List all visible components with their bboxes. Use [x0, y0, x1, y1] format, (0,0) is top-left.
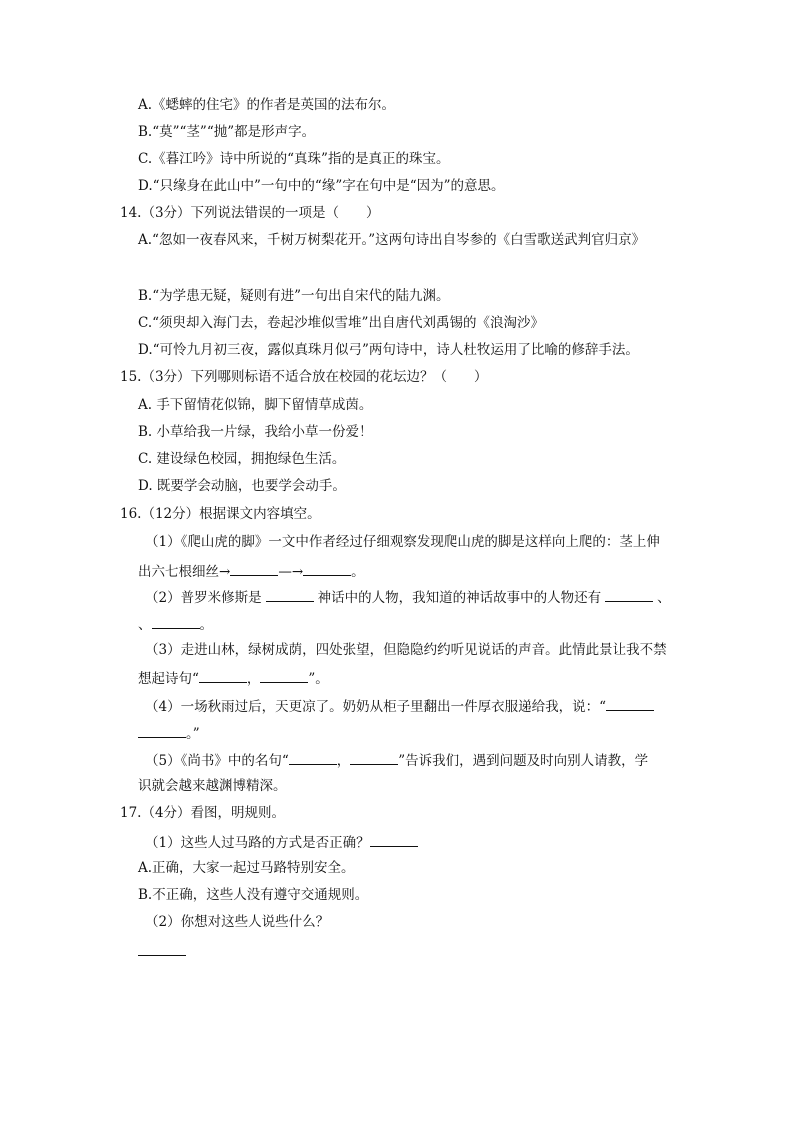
q15-option-d: D. 既要学会动脑，也要学会动手。 [138, 478, 346, 494]
q16-part2-end: 。 [199, 617, 213, 633]
answer-blank[interactable] [350, 750, 398, 765]
q15-option-a: A. 手下留情花似锦，脚下留情草成茵。 [138, 397, 373, 413]
q14-option-d: D.“可怜九月初三夜，露似真珠月似弓”两句诗中，诗人杜牧运用了比喻的修辞手法。 [138, 342, 639, 358]
q16-part3-comma: ， [246, 671, 261, 687]
q17-part2-answer [138, 941, 186, 961]
q14-option-a: A.“忽如一夜春风来，千树万树梨花开。”这两句诗出自岑参的《白雪歌送武判官归京》 [138, 232, 646, 248]
q16-part2-comma: 、 [138, 617, 152, 633]
q13-option-a: A.《蟋蟀的住宅》的作者是英国的法布尔。 [138, 97, 396, 113]
q16-part2-line2 [138, 614, 213, 634]
q16-part1-line2 [138, 561, 365, 581]
q16-part3-line1: （3）走进山林，绿树成荫，四处张望，但隐隐约约听见说话的声音。此情此景让我不禁 [145, 642, 667, 658]
q17-option-b: B.不正确，这些人没有遵守交通规则。 [138, 887, 369, 903]
q16-stem: 16.（12分）根据课文内容填空。 [120, 506, 321, 522]
q16-part2-text-b: 神话中的人物，我知道的神话故事中的人物还有 [317, 590, 602, 606]
q13-option-d: D.“只缘身在此山中”一句中的“缘”字在句中是“因为”的意思。 [138, 178, 505, 194]
q16-part5-line2: 识就会越来越渊博精深。 [138, 778, 287, 794]
q16-part3-line2 [138, 668, 329, 688]
answer-blank[interactable] [152, 614, 200, 629]
q16-part4-line1 [145, 696, 654, 716]
answer-blank[interactable] [370, 832, 418, 847]
q15-option-c: C. 建设绿色校园，拥抱绿色生活。 [138, 451, 346, 467]
q14-option-b: B.“为学患无疑，疑则有进”一句出自宋代的陆九渊。 [138, 288, 450, 304]
q16-part5-comma: ， [336, 753, 351, 769]
answer-blank[interactable] [138, 723, 186, 738]
q16-part5-text-a: （5）《尚书》中的名句“ [145, 753, 289, 769]
answer-blank[interactable] [289, 750, 337, 765]
q15-option-b: B. 小草给我一片绿，我给小草一份爱！ [138, 424, 373, 440]
answer-blank[interactable] [138, 941, 186, 956]
q17-part1-text: （1）这些人过马路的方式是否正确？ [145, 835, 370, 851]
q16-part5-line1 [145, 750, 648, 770]
answer-blank[interactable] [303, 561, 351, 576]
q14-stem: 14.（3分）下列说法错误的一项是（ ） [120, 205, 380, 221]
arrow-icon: —→ [278, 564, 304, 580]
answer-blank[interactable] [230, 561, 278, 576]
answer-blank[interactable] [266, 587, 314, 602]
q16-part1-prefix: 出六七根细丝→ [138, 564, 231, 580]
answer-blank[interactable] [260, 668, 308, 683]
q16-part2-line1 [145, 587, 671, 607]
q16-part3-end: ”。 [308, 671, 329, 687]
q16-part4-line2 [138, 723, 200, 743]
q17-part1 [145, 832, 418, 852]
answer-blank[interactable] [606, 696, 654, 711]
q13-option-b: B.“莫”“茎”“抛”都是形声字。 [138, 124, 316, 140]
q14-option-c: C.“须臾却入海门去，卷起沙堆似雪堆”出自唐代刘禹锡的《浪淘沙》 [138, 315, 544, 331]
q16-part3-text: 想起诗句“ [138, 671, 199, 687]
q15-stem: 15.（3分）下列哪则标语不适合放在校园的花坛边？（ ） [120, 369, 488, 385]
answer-blank[interactable] [605, 587, 653, 602]
q16-part2-text-a: （2）普罗米修斯是 [145, 590, 262, 606]
q16-part5-text-b: ”告诉我们，遇到问题及时向别人请教，学 [398, 753, 649, 769]
q17-stem: 17.（4分）看图，明规则。 [120, 805, 286, 821]
q16-part4-text: （4）一场秋雨过后，天更凉了。奶奶从柜子里翻出一件厚衣服递给我，说：“ [145, 699, 606, 715]
q13-option-c: C.《暮江吟》诗中所说的“真珠”指的是真正的珠宝。 [138, 151, 450, 167]
q17-option-a: A.正确，大家一起过马路特别安全。 [138, 860, 355, 876]
q16-part2-text-c: 、 [657, 590, 671, 606]
q16-part1-line1: （1）《爬山虎的脚》一文中作者经过仔细观察发现爬山虎的脚是这样向上爬的：茎上伸 [145, 534, 660, 550]
answer-blank[interactable] [199, 668, 247, 683]
q16-part1-end: 。 [351, 564, 365, 580]
q17-part2: （2）你想对这些人说些什么？ [145, 914, 330, 930]
q16-part4-end: 。” [186, 726, 200, 742]
